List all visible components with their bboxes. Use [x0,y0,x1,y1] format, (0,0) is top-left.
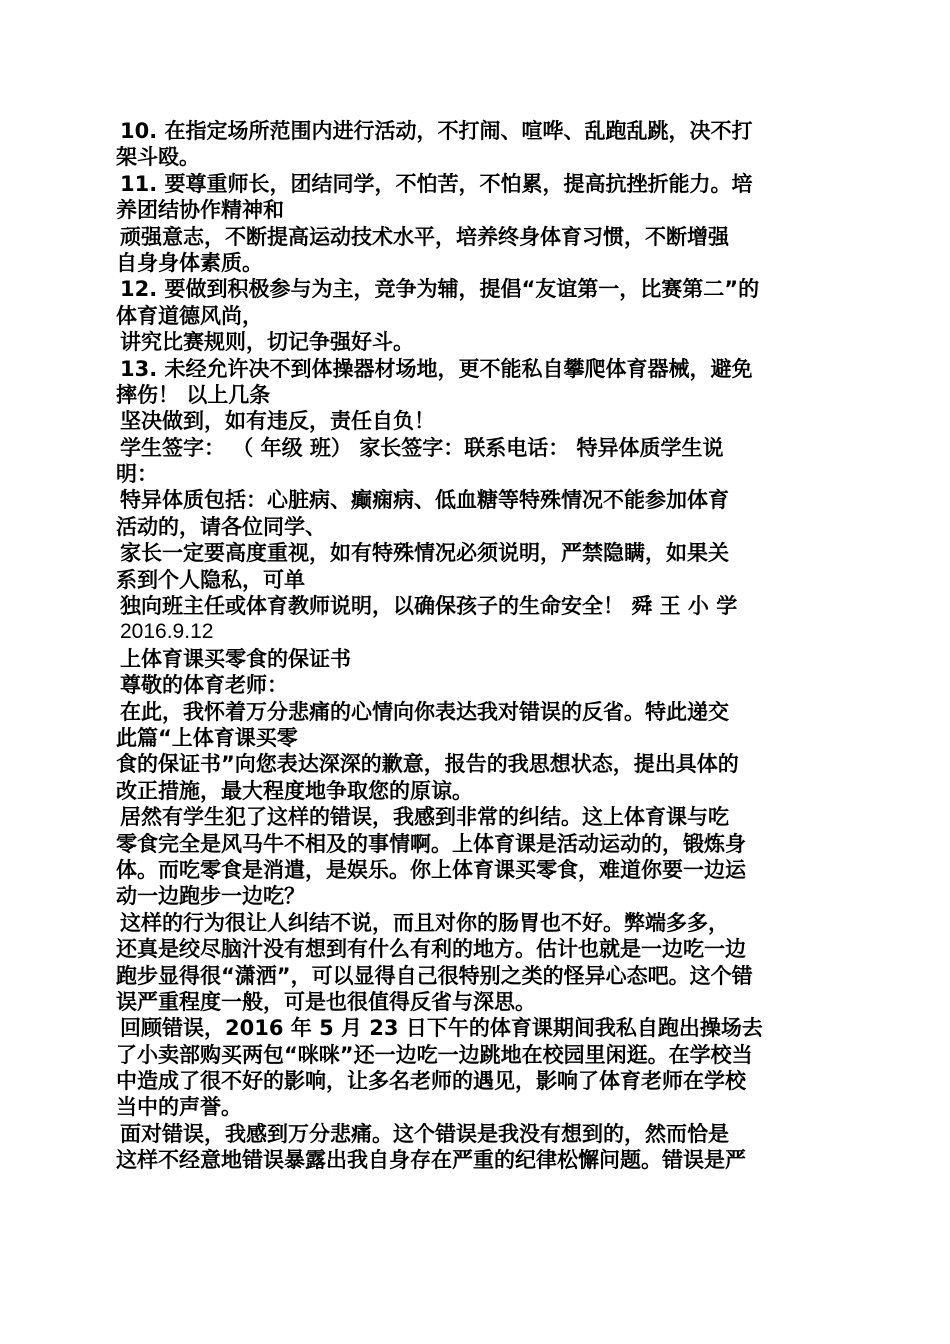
text-line: 13. 未经允许决不到体操器材场地，更不能私自攀爬体育器械，避免 [120,356,753,381]
text-line: 家长一定要高度重视，如有特殊情况必须说明，严禁隐瞒，如果关 [120,541,729,566]
text-line: 上体育课买零食的保证书 [120,646,351,671]
text-line: 顽强意志，不断提高运动技术水平，培养终身体育习惯，不断增强 [120,224,729,249]
text-line: 了小卖部购买两包“咪咪”还一边吃一边跳地在校园里闲逛。在学校当 [116,1042,753,1067]
text-line: 中造成了很不好的影响，让多名老师的遇见，影响了体育老师在学校 [116,1069,746,1094]
document-page [116,118,836,1174]
text-line: 回顾错误，2016 年 5 月 23 日下午的体育课期间我私自跑出操场去 [120,1016,763,1041]
text-line: 面对错误，我感到万分悲痛。这个错误是我没有想到的，然而恰是 [120,1121,729,1146]
text-line: 架斗殴。 [116,145,200,170]
text-line: 自身身体素质。 [116,250,263,275]
text-line: 还真是绞尽脑汁没有想到有什么有利的地方。估计也就是一边吃一边 [116,937,746,962]
text-line: 坚决做到，如有违反，责任自负！ [120,409,435,434]
text-line: 此篇“上体育课买零 [116,725,298,750]
text-line: 这样不经意地错误暴露出我自身存在严重的纪律松懈问题。错误是严 [116,1148,746,1173]
text-line: 养团结协作精神和 [116,198,284,223]
text-line: 跑步显得很“潇洒”，可以显得自己很特别之类的怪异心态吧。这个错 [116,963,753,988]
text-line: 11. 要尊重师长，团结同学，不怕苦，不怕累，提高抗挫折能力。培 [120,171,753,196]
text-line: 居然有学生犯了这样的错误，我感到非常的纠结。这上体育课与吃 [120,805,729,830]
text-line: 在此，我怀着万分悲痛的心情向你表达我对错误的反省。特此递交 [120,699,729,724]
text-line: 尊敬的体育老师： [120,673,288,698]
text-line: 动一边跑步一边吃？ [116,884,305,909]
text-line: 摔伤！ 以上几条 [116,382,271,407]
date-line: 2016.9.12 [120,620,214,644]
text-line: 误严重程度一般，可是也很值得反省与深思。 [116,989,536,1014]
text-line: 独向班主任或体育教师说明，以确保孩子的生命安全！ 舜 王 小 学 [120,594,738,619]
text-line: 特异体质包括：心脏病、癫痫病、低血糖等特殊情况不能参加体育 [120,488,729,513]
text-line: 学生签字： （ 年级 班） 家长签字：联系电话： 特异体质学生说 [120,435,724,460]
text-line: 体育道德风尚， [116,303,263,328]
text-line: 系到个人隐私，可单 [116,567,305,592]
text-line: 讲究比赛规则，切记争强好斗。 [120,330,414,355]
text-line: 10. 在指定场所范围内进行活动，不打闹、喧哗、乱跑乱跳，决不打 [120,119,753,143]
text-line: 体。而吃零食是消遣，是娱乐。你上体育课买零食，难道你要一边运 [116,857,746,882]
text-line: 明： [116,462,158,487]
text-line: 当中的声誉。 [116,1095,242,1120]
text-line: 食的保证书”向您表达深深的歉意，报告的我思想状态，提出具体的 [116,752,739,777]
text-line: 这样的行为很让人纠结不说，而且对你的肠胃也不好。弊端多多， [120,910,729,935]
text-line: 12. 要做到积极参与为主，竞争为辅，提倡“友谊第一，比赛第二”的 [120,277,760,302]
text-line: 活动的，请各位同学、 [116,514,326,539]
text-line: 改正措施，最大程度地争取您的原谅。 [116,778,473,803]
text-line: 零食完全是风马牛不相及的事情啊。上体育课是活动运动的，锻炼身 [116,831,746,856]
